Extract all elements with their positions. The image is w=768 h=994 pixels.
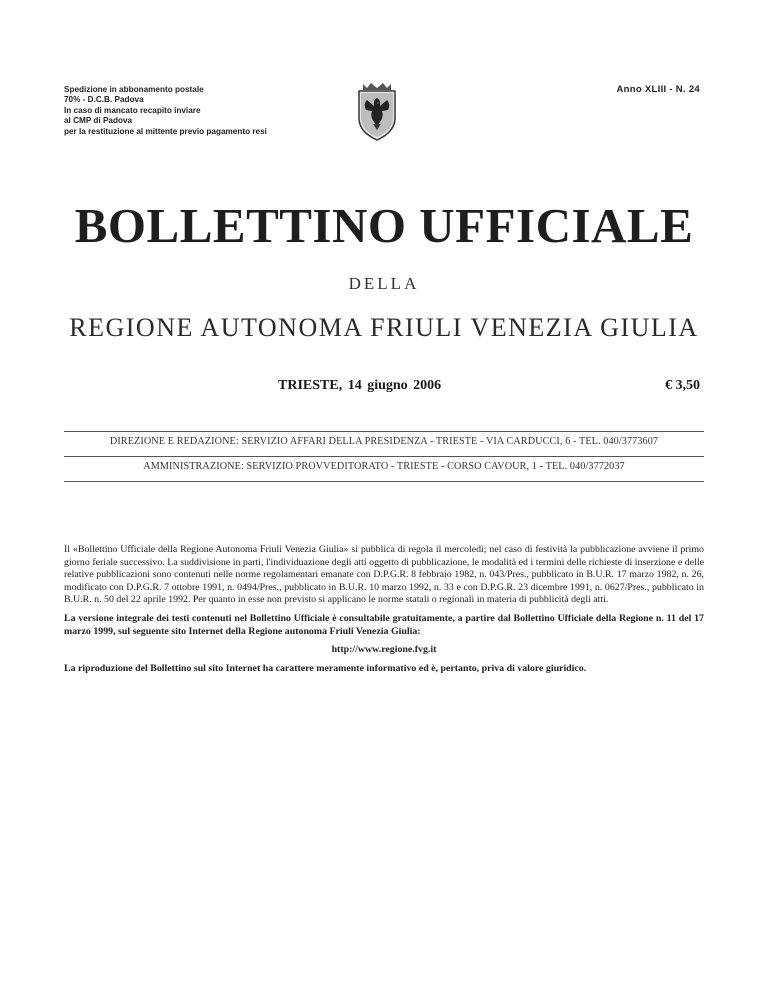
publication-title: BOLLETTINO UFFICIALE bbox=[74, 198, 694, 253]
notice-online-availability: La versione integrale dei testi contenuti nel Bollettino Ufficiale è consultabile gratuitamente, a partire dal Bollettino Ufficiale della Regione n. 11 del 17 marzo 1999, sul seguente sito Internet della Regione autonoma Friuli Venezia Giulia: bbox=[64, 612, 704, 637]
postal-line: 70% - D.C.B. Padova bbox=[64, 95, 144, 105]
publication-notice bbox=[64, 544, 704, 681]
postal-line: al CMP di Padova bbox=[64, 116, 133, 126]
notice-intro: Il «Bollettino Ufficiale della Regione Autonoma Friuli Venezia Giulia» si pubblica di regola il mercoledì; nel caso di festività la pubblicazione avviene il primo giorno feriale successivo. La suddivisione in parti, l'individuazione degli atti oggetto di pubblicazione, le modalità ed i termini delle richieste di inserzione e delle relative pubblicazioni sono contenuti nelle norme regolamentari emanate con D.P.G.R. 8 febbraio 1982, n. 043/Pres., pubblicato in B.U.R. 17 marzo 1982, n. 26, modificato con D.P.G.R. 7 ottobre 1991, n. 0494/Pres., pubblicato in B.U.R. 10 marzo 1992, n. 33 e con D.P.G.R. 23 dicembre 1991, n. 0627/Pres., pubblicato in B.U.R. n. 50 del 22 aprile 1992. Per quanto in esse non previsto si applicano le norme statali o regionali in materia di pubblicità degli atti. bbox=[64, 544, 704, 606]
notice-disclaimer: La riproduzione del Bollettino sul sito Internet ha carattere meramente informativo ed è, pertanto, priva di valore giuridico. bbox=[64, 662, 587, 674]
postal-line: Spedizione in abbonamento postale bbox=[64, 85, 204, 94]
divider bbox=[64, 481, 704, 482]
issue-number: Anno XLIII - N. 24 bbox=[616, 84, 700, 95]
region-name: REGIONE AUTONOMA FRIULI VENEZIA GIULIA bbox=[69, 313, 699, 342]
postal-line: In caso di mancato recapito inviare bbox=[64, 105, 201, 115]
editorial-office-line: DIREZIONE E REDAZIONE: SERVIZIO AFFARI DELLA PRESIDENZA - TRIESTE - VIA CARDUCCI, 6 - TEL. 040/3773607 bbox=[109, 436, 659, 447]
divider bbox=[64, 456, 704, 457]
divider bbox=[64, 431, 704, 432]
price: € 3,50 bbox=[665, 378, 700, 393]
publication-subtitle-della: DELLA bbox=[348, 274, 420, 293]
dateline: TRIESTE, 14 giugno 2006 bbox=[278, 378, 442, 393]
postal-notice bbox=[64, 85, 314, 137]
postal-line: per la restituzione al mittente previo pagamento resi bbox=[64, 126, 267, 136]
coat-of-arms-icon bbox=[353, 80, 401, 144]
website-link[interactable]: http://www.regione.fvg.it bbox=[331, 644, 437, 656]
administration-office-line: AMMINISTRAZIONE: SERVIZIO PROVVEDITORATO - TRIESTE - CORSO CAVOUR, 1 - TEL. 040/3772037 bbox=[143, 461, 625, 472]
